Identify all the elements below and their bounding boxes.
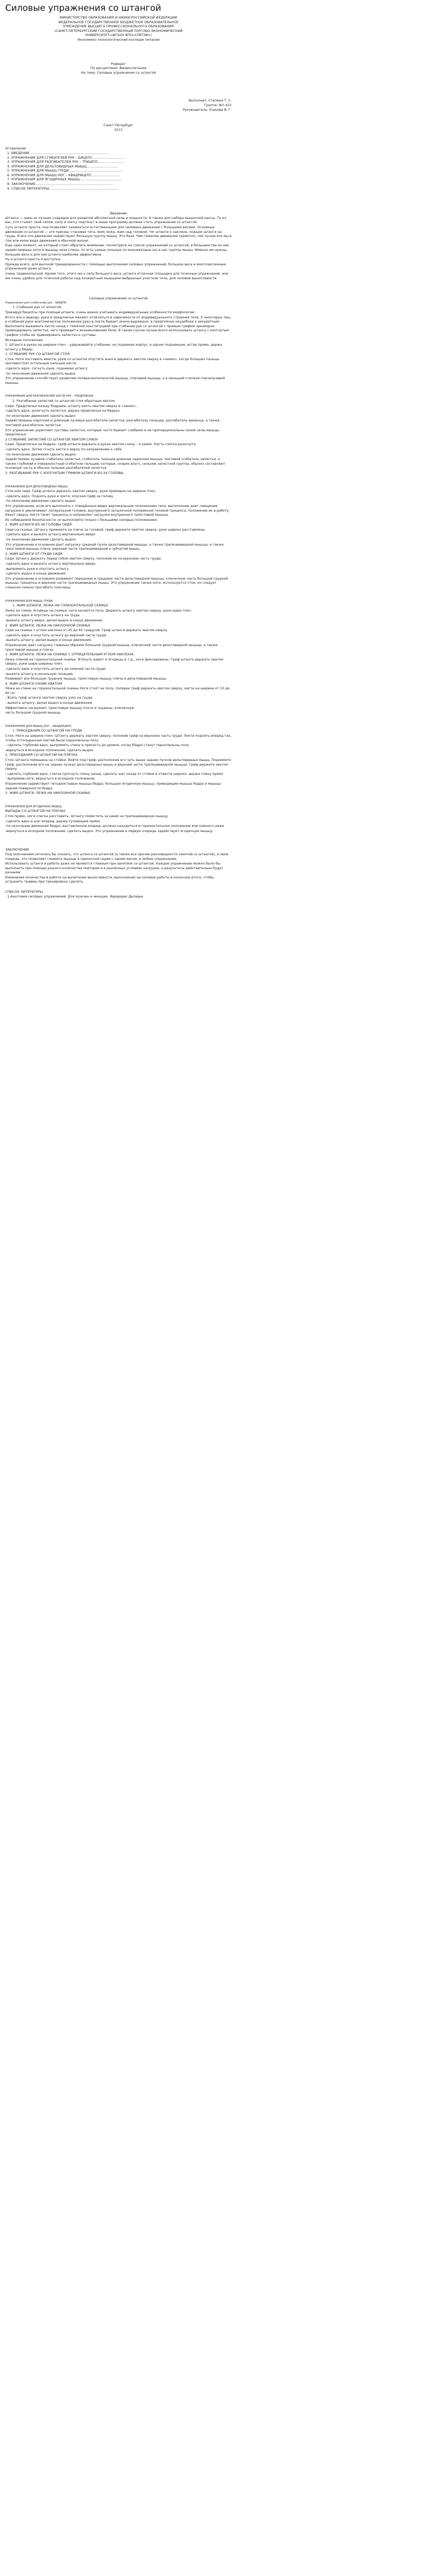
section-paragraph: -выпрямить руки и опустить штангу [5,566,69,571]
section-paragraph: -сделать вдох и выжать штангу вертикально вверх [5,532,96,537]
section-paragraph: Тренируя бицепсы при помощи штанги, очень важно учитывать индивидуальные особенности морфологии. [5,310,196,314]
subsection-heading: 1. ПРИСЕДАНИЯ СО ШТАНГОЙ НА ГРУДИ [12,728,82,733]
report-discipline: По дисциплине: Физвоспитание [90,66,147,71]
toc-item: 4. УПРАЖНЕНИЯ ДЛЯ ДЕЛЬТОВИДНЫХ МЫШЦ.............................. [11,164,232,169]
section-paragraph: -сделать вдох и шаг вперед, держа туловищем прямо [5,819,100,823]
page-title: Силовые упражнения со штангой [5,3,162,13]
conclusion-heading: ЗАКЛЮЧЕНИЕ [5,848,29,852]
section-paragraph: 2. ПРИСЕДАНИЯ СО ШТАНГОЙ НА ПЛЕЧАХ [5,753,78,757]
section-paragraph: - выжать штангу, делая выдох в конце движения [5,701,92,705]
section-paragraph: Из собираемой безопасности но выполняйте только с большими силовые положением. [5,517,158,522]
conclusion-paragraph: Изменения количества в работе на вычитание выносливости, выполнение на силовое работы в конечном итоге, чтобы устранить травмы при тренировках сделать. [5,875,214,884]
section-paragraph: 3. РАЗГИБАНИЕ РУК С ИЗОГНУТЫМ ГРИФОМ ШТАНГИ ИЗ-ЗА ГОЛОВЫ [5,470,124,475]
section-paragraph: Это упражнение укрепляет суставы запястья, которые часто бывают слабыми и не пропорциональны силой силы мышцы предплечья. [5,428,219,437]
section-paragraph: Это упражнение способствует развитию поперечнополосатой мышцы, плечевой мышцы, а в меньшей степени плечелучевой мышцы. [5,376,225,385]
section-paragraph: Лежа спиной на горизонтальной скамье. Втянуть живот и ягодицы и т.д., ноги фиксированы. Гриф штанги держать хватом сверху, руки шире ширины плеч. [5,657,223,666]
author-line: Выполнил: Степина Т. С. [188,98,232,103]
section-paragraph: Лёжа на спине на горизонтальной скамье Ноги стоят на полу, поперек гриф держать хватом сверху, кисти на ширине от 10 до 40 см [5,686,230,695]
main-heading: Силовые упражнения со штангой [89,296,148,301]
author-line: Группа: №т-412 [204,103,232,107]
intro-paragraph: Еще один момент, на который стоит обратить внимание, посмотрите на список упражнений со штангой, в большинстве из них задействованы ноги и мышцы низа спины, то есть самые сильные по мнению(одни из) в нас группы мышц. Именно им нужны большие веса и для них штанга наиболее эффективна. [5,243,229,257]
section-paragraph: Сидя. Предплечья на бедрах, гриф штанги держать в руках хватом снизу – в замок. Кисть слегка разогнута. [5,442,197,447]
section [5,301,232,385]
section-paragraph: -сделать выдох в конце движения. [5,571,66,576]
sections [5,301,232,834]
section [5,724,232,795]
section-paragraph: Стоя. Ноги поставить вместе, руки со штангой опустить вниз и держать хватом сверху в «замок», когда больших пальцы противостоят остальным пальцам кисти [5,357,219,366]
intro-text [5,216,232,280]
section-paragraph: -вернуться в исходное положение, сделать выдох. Это упражнение в первую очередь задействует ягодичную мышцу. [5,828,214,833]
section-heading: УПРАЖНЕНИЯ ДЛЯ МЫШЦ ГРУДИ [5,599,53,603]
section-paragraph: -по окончании движения сделать выдох [5,413,76,418]
section-paragraph: Лежа на спине, ягодицы на скамье, ноги касаются пола. Держать штангу хватом сверху, руки шире плеч. [5,608,192,613]
section-paragraph: 3. ЖИМ ШТАНГИ, ЛЕЖА НА НАКЛОННОЙ СКАМЬЕ [5,791,91,795]
intro-heading: Введение [110,211,127,216]
section-paragraph: Это упражнение, если его выполнять с отведённым вверх вертикальным положением тела, выполнение дает смещение нагрузки и увеличивает латеральной головке, внутреннего затылочной половинной головой трицепса, положение их в работу. Квант сверху локтя тянет трицепсы и направляет нагрузки внутреннего трёхглавой мышцы. [5,503,230,517]
header-line: УЧРЕЖДЕНИЕ ВЫСШЕГО ПРОФЕССИОНАЛЬНОГО ОБРАЗОВАНИЯ [63,24,174,29]
section-paragraph: Упражнение дает нагрузку главным образом большой грудной мышце, ключичной части дельтовидной мышцы, а также трехглавой мышце и плеча. [5,642,218,652]
section-heading: УПРАЖНЕНИЯ ДЛЯ МЫШЦ НОГ – КВАДРИЦЕПС [5,724,72,728]
section-paragraph: 1. ЖИМ ШТАНГИ ИЗ-ЗА ГОЛОВЫ СИДЯ [5,522,72,527]
references-heading: СПИСОК ЛИТЕРАТУРЫ [5,890,43,894]
toc-item: 5. УПРАЖНЕНИЯ ДЛЯ МЫШЦ ГРУДИ.................................................... [11,168,232,173]
section-paragraph: -сделать вдох, Поднять руки в локте, опуская гриф за голову [5,494,113,498]
section-paragraph: -сделать вдох, согнуть руки, поднимая штангу [5,366,88,371]
section-paragraph: -сделать вдох и опустить штангу на грудь [5,613,80,618]
section-paragraph: ВЫПАДЫ СО ШТАНГОЙ НА ПЛЕЧАХ [5,809,66,814]
section-paragraph: -сделать вдох и выжать штангу вертикально вверх, [5,562,97,566]
conclusion-paragraph: Под окончанием хотелось бы сказать, что штанга со штангой (а также все прочие разновидности занятий со штангой), в свою очередь, это позволяет сжимать мышцы в одиночной серии с одним весом, в любом упражнении. [5,852,229,861]
table-of-contents [5,151,232,191]
toc-item: 1. ВВЕДЕНИЕ........................................................................... [11,151,232,156]
section-paragraph: Эффективно нагружает трехглавую мышцу плеча и грудины, ключичную [5,705,134,710]
section-paragraph: Сидя. Штангу держать перед собой хватом сверху, положив ее на верхнюю часть груди. [5,556,162,561]
section-paragraph: -по окончании движения сделать выдох. [5,452,77,456]
header-line: ФЕДЕРАЛЬНОЕ ГОСУДАРСТВЕННОЕ БЮДЖЕТНОЕ ОБРАЗОВАТЕЛЬНОЕ [58,20,179,24]
section-paragraph: часть большой грудной мышцы [5,710,61,715]
subsection-heading: 1. Сгибание рук со штангой [12,305,61,310]
section-paragraph: 4. ЖИМ ШТАНГИ УЗКИМ ХВАТОМ [5,681,62,686]
section-paragraph: -по окончании движения сделать выдох [5,499,76,503]
toc-item: 6. УПРАЖНЕНИЯ ДЛЯ МЫШЦ НОГ – КВАДРИЦЕПС........................... [11,173,232,178]
author-line: Руководитель: Усанова В. Г. [183,107,232,112]
section-paragraph: -выжать штангу в начальную позицию. [5,671,74,676]
toc-item: 7. УПРАЖНЕНИЯ ДЛЯ ЯГОДИЧНЫХ МЫШЦ......................................... [11,177,232,182]
section-paragraph: -по окончание движения сделать выдох [5,371,76,376]
section-paragraph: - сделать глубокий вдох, слегка прогнуть спину назад, сделать шаг назад от стойки и отвести широко, держа спину прямо [5,771,223,776]
section-paragraph: Это упражнение в основном дает нагрузку средней пучок дельтовидной мышцы, а также трапециевидной мышцы, и также трехглавой мышцы плеча, верхней части трапециевидной и зубчатой мышц. [5,542,224,551]
section-paragraph: -по окончании движения бедро, выставленное вперед, должно находиться в горизонтальном положении или немного ниже [5,824,224,828]
report-topic: На тему: Силовые упражнения со штангой [81,70,156,75]
section-paragraph: Стоя или сидя. Гриф штанги держать хватом сверху, руки примерно на ширине плеч. [5,489,156,494]
section-paragraph: - выпрямив ноги, вернуться в исходное положение [5,776,95,781]
toc-item: 9. СПИСОК ЛИТЕРАТУРЫ.................................................................. [11,187,232,191]
section-paragraph: Сидя на скамье с углом наклона от 45 до 60 градусов. Гриф штанги держать хватом сверху [5,628,167,633]
section-paragraph: Стоя. Ноги на ширине плеч. Штангу держать хватом сверху, положив гриф на верхнюю часть груди. Локти поднять вперёд так, чтобы оттопыренная локтей были параллельны полу [5,734,232,742]
section-paragraph: - Взять гриф штанги хватом сверху узко на груди [5,696,93,700]
section-paragraph: -сделать вдох, разогнуть запястья, держа предплечья на бедрах [5,409,120,413]
intro-paragraph: очень травмоопасной. Кроме того, этого же к силу большого веса, штанга отличная площадка для точечных упражнений, или же очень удобна для точечной работы над конкретным мышцами выбранных участков тела, для силовой выносливости. [5,271,229,280]
section-paragraph: 1. Штанга в руках на ширине плеч – удерживайте сгибание, не поднимая корпус, в одном подъемным, встав прямо, держа штангу у бёдер. [5,343,222,351]
section-paragraph: Сидя на скамье. Штангу прижмите на плечи за головой, гриф держите хватом сверху, руки широко расставлены. [5,527,206,532]
section-paragraph: -выжать штангу, делая выдох в конце движения. [5,638,92,642]
section-paragraph: Сидя. Предплечья между бедрами, штангу взять хватом сверху в «замок», [5,403,137,408]
section-paragraph: -сделать вдох и опустить штангу до верхней части груди [5,633,107,637]
institution-header [5,15,232,42]
author-block [5,98,232,112]
header-line: «САНКТ-ПЕТЕРБУРГСКИЙ ГОСУДАРСТВЕННЫЙ ТОРГОВО-ЭКОНОМИЧЕСКИЙ [54,28,183,33]
section [5,485,232,590]
subsection-heading: 1. ЖИМ ШТАНГИ, ЛЕЖА НА ГОРИЗОНТАЛЬНОЙ СКАМЬЕ [12,603,109,608]
intro-paragraph: Суть штанги проста, она позволяет заниматься естественными для человека движения с большими весами. Основные движения со штангой — это присед, становая тяга, жим лежа, жим над головой, тяг штанги к наклоне, подъем штанги на грудь. И все эти движения задействуют большую группу мышц. Это база. Чем тяжелее движения грамотно, тем лучше все мы в том или ином виде движения в обычной жизни. [5,225,232,243]
section-paragraph: Исходное положение: [5,337,44,342]
section-paragraph: Это упражнение в основном развивает переднюю и среднюю части дельтовидной мышцы, ключичную часть большой грудной мышцы, трицепсы и верхние части трапециевидных мышц. Это упражнение также ноги, используется стоя, но следует слишком сильно прогибать поясницу. [5,576,228,589]
header-line: УНИВЕРСИТЕТ»(ФГБОУ ВПО«СПбТЭИ») [85,33,152,38]
section-paragraph: 2.СГИБАНИЕ ЗАПЯСТИЙ СО ШТАНГОЙ ХВАТОМ СНИЗУ [5,437,98,442]
references-list [5,894,232,899]
toc-heading: Оглавление [5,146,26,151]
section-paragraph: -по окончании движения сделать выдох [5,537,76,542]
section-paragraph: -сделать вдох, Затем сгнуть кисти к верху по направлению к себе. [5,447,123,451]
section-paragraph: Итого все к выводу: руки в предплечье меняют отличаться в зависимости от индивидуального строения тела. У некоторых лиц, в сгибания руки анатомическое положение рука в локте бывает иначе выражено, в предплечье неудобное к аккуратным. Выполните выжимать кисти назад с тяжёлой конституцией при сгибании рук со штангой с прямым грифом чрезмерно провоцировать запястья, чего провидит к возникновению боли. В таком случае лучше всего использовать штангу с изогнутым грифом чтобы не травмировать запястья и суставы. [5,315,231,337]
section-paragraph: Упражнение задействует четырехглавые мышцы бедра, большую ягодичную мышцу, приводящие мышцы бедра и мышцы задней поверхности бедра. [5,781,221,790]
intro-paragraph: Штанга — один из лучших снарядов для развития абсолютной силы и мощности. А также для набора мышечной массы. Те из вас, кто стажет свой силой, силу и массу подтянут в наше программу должен стать упражнения со штангой. [5,215,226,225]
header-line: Экономико-технологический колледж питания [77,37,160,42]
toc-item: 3. УПРАЖНЕНИЯ ДЛЯ РАЗГИБАТЕЛЕЙ РУК – ТРИЦЕПС......................... [11,160,232,164]
conclusion-paragraph: Использовать штанги в работе даже не являются главным при занятиях со штангой. Каждое упражнение можно было бы выполнить при помощи разного количества повторов и в различных условиях нагрузки, и результаты действительно будут разными. [5,861,223,875]
reference-item: 1.Анатомия силовых упражнений. Для мужчин и женщин. Фредерик Делавье [7,894,143,899]
city: Санкт-Петербург [103,123,134,128]
toc-item: 8. ЗАКЛЮЧЕНИЕ.......................................................................... [11,182,232,187]
section-paragraph: Задействованы короткий и длинный лучевые разгибатели запястья, разгибатель пальцев, разгибатель мизинца, а также локтевой разгибатель запястья. [5,418,220,427]
toc-item: 2. УПРАЖНЕНИЯ ДЛЯ СГИБАТЕЛЕЙ РУК – БИЦЕПС............................... [11,156,232,160]
section-heading: УПРАЖНЕНИЯ ДЛЯ РАЗГИБАТЕЛЕЙ КИСТИ РУК – ПРЕДПЛЕЧЬЕ [5,395,94,398]
report-type: Реферат [111,61,126,66]
section-heading: УПРАЖНЕНИЯ ДЛЯ ЯГОДИЧНЫХ МЫШЦ [5,805,62,808]
section [5,394,232,475]
section-paragraph: -сделать вдох и опустить штангу до нижней части груди [5,666,106,671]
subsection-heading: 2. Разгибание запястий со штангой стоя обратным хватом [12,399,115,403]
section-paragraph: 3. ЖИМ ШТАНГИ, ЛЕЖА НА СКАМЬЕ С ОТРИЦАТЕЛЬНЫМ УГЛОМ НАКЛОНА [5,652,134,657]
section [5,805,232,834]
section-paragraph: Стоя прямо, ноги слегка расставить. Штангу поместить за шеей на трапециевидную мышцу [5,814,168,818]
section-paragraph: -вернуться в исходное положение, сделать выдох. [5,748,94,752]
year: 2013 [114,127,123,132]
section-paragraph: Развивает все большую грудную мышцу, трехглавую мышцу плеча и дельтовидной мышцы. [5,676,167,681]
conclusion-text [5,852,232,884]
section-paragraph: 2. ЖИМ ШТАНГИ, ЛЕЖА НА НАКЛОННОЙ СКАМЬЕ [5,623,91,628]
document-body [5,15,232,899]
section-paragraph: - сделать глубокий вдох, выпрямить спину и присесть до уровня, когда бёдра станут параллельны полу [5,743,189,748]
section-paragraph: Задействован лучевой сгибатель запястья, сгибатель пальцев длинная ладонная мышца, локтевой сгибатель запястья, а также глубокий и поверхностный сгибатели пальцев, которые, скорее всего, сильнее запястной группы, обычно составляют основную часть и обычно сильнее разгибателей запястья. [5,457,225,470]
section-heading: Упражнения для сгибателей рук - БИЦЕПС [5,301,67,304]
section-paragraph: -выжать штангу вверх, делая выдох в конце движения. [5,618,103,622]
intro-paragraph: Ну и штанга проста и доступна. [5,257,61,262]
section [5,599,232,715]
header-line: МИНИСТЕРСТВО ОБРАЗОВАНИЯ И НАУКИ РОССИЙСКОЙ ФЕДЕРАЦИИ [59,15,178,20]
section-heading: УПРАЖНЕНИЯ ДЛЯ ДЕЛЬТОВИДНЫХ МЫШЦ [5,485,68,488]
section-paragraph: Стоя. Штанга помещена на стойке. Войти под гриф, расположив его чуть выше задних пучков дельтовидных мышц. Поднимите гриф, расположив его на задних пучках дельтовидных мышц и верхней части трапециевидной мышцы. Гриф держите хватом сверху [5,758,231,771]
intro-paragraph: Прежде всего, для высокой тренированности с помощью выполнения силовых упражнений, большое веса и многочисленные упражнения даже штангу. [5,262,226,271]
section-paragraph: 1. СГИБАНИЕ РУК СО ШТАНГОЙ СТОЯ [5,352,70,357]
section-paragraph: 2. ЖИМ ШТАНГИ ОТ ГРУДИ СИДЯ [5,551,63,556]
